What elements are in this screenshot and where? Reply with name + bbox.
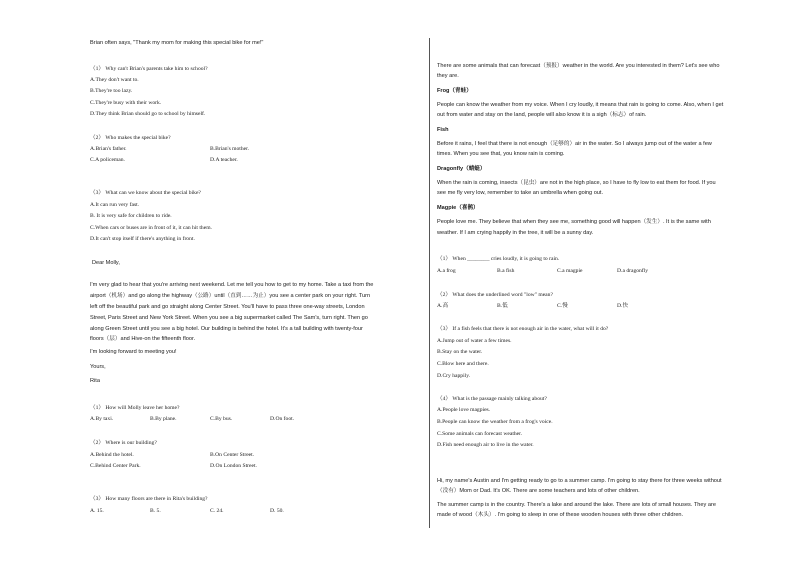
question-stem: （3） If a fish feels that there is not enough air in the water, what will it do? [437,326,609,332]
option-a[interactable]: A.a frog [437,268,456,274]
passage-line: times. When you see that, you know rain is coming. [437,151,565,157]
option-d[interactable]: D.A teacher. [210,157,238,163]
passage-line: Hi, my name's Austin and I'm getting ready to go to a summer camp. I'm going to stay there for three weeks without [437,478,722,484]
option-c[interactable]: C.慢 [557,303,568,309]
passage-line: People can know the weather from my voice. When I cry loudly, it means that rain is going to come. Also, when I get [437,102,724,108]
letter-closing: I'm looking forward to meeting you! [90,349,177,355]
option-b[interactable]: B.Stay on the water. [437,349,483,355]
passage-line: （没有）Mom or Dad. It's OK. There are some teachers and lots of other children. [437,488,640,494]
option-c[interactable]: C.a magpie [557,268,583,274]
option-b[interactable]: B.低 [497,303,508,309]
option-c[interactable]: C. 24. [210,508,224,514]
option-c[interactable]: C.Behind Center Park. [90,463,141,469]
letter-line: airport（机场）and go along the highway（公路）until（直到……为止）you see a center park on your right. Turn [90,293,371,299]
passage-line: Before it rains, I feel that there is not enough（足够的）air in the water. So I always jump out of the water a few [437,141,712,147]
letter-line: I'm very glad to hear that you're arriving next weekend. Let me tell you how to get to my home. Take a taxi from the [90,282,374,288]
passage-line: see me fly very low, remember to take an umbrella when going out. [437,190,604,196]
option-a[interactable]: A.It can run very fast. [90,202,140,208]
option-b[interactable]: B.a fish [497,268,515,274]
section-heading-frog: Frog（青蛙） [437,88,472,94]
option-a[interactable]: A.People love magpies. [437,407,491,413]
passage-line: There are some animals that can forecast（预报）weather in the world. Are you interested in them? Let's see who [437,63,720,69]
option-d[interactable]: D.Fish need enough air to live in the water. [437,442,534,448]
question-stem: （1） When ________ cries loudly, it is going to rain. [437,256,560,262]
letter-line: along Green Street until you see a big hotel. Our building is behind the hotel. It's a tall building with twenty-four [90,326,363,332]
option-b[interactable]: B.They're too lazy. [90,88,133,94]
letter-salutation: Dear Molly, [92,260,120,266]
question-stem: （2） Who makes the special bike? [90,135,171,141]
option-b[interactable]: B. It is very safe for children to ride. [90,213,172,219]
option-d[interactable]: D.On London Street. [210,463,257,469]
option-c[interactable]: C.Blow here and there. [437,361,489,367]
option-b[interactable]: B. 5. [150,508,161,514]
option-c[interactable]: C.They're busy with their work. [90,100,162,106]
question-stem: （1） Why can't Brian's parents take him to school? [90,66,208,72]
option-d[interactable]: D.It can't stop itself if there's anything in front. [90,236,195,242]
option-d[interactable]: D.Cry happily. [437,373,471,379]
letter-line: floors（层）and Hive-on the fifteenth floor. [90,336,196,342]
section-heading-magpie: Magpie（喜鹊） [437,205,479,211]
option-d[interactable]: D.They think Brian should go to school by himself. [90,111,206,117]
question-stem: （3） What can we know about the special bike? [90,190,201,196]
passage-line: weather. If I am crying happily in the tree, it will be a sunny day. [437,230,594,236]
option-d[interactable]: D.a dragonfly [617,268,649,274]
section-heading-fish: Fish [437,127,449,133]
option-b[interactable]: B.Brian's mother. [210,146,250,152]
letter-line: Street, Paris Street and New York Street. When you see a big supermarket called The Sam's, turn right. Then go [90,315,368,321]
letter-line: left off the beautiful park and go straight along Center Street. You'll have to pass three one-way streets, London [90,304,365,310]
question-stem: （1） How will Molly leave her home? [90,405,180,411]
option-a[interactable]: A.Behind the hotel. [90,452,134,458]
option-b[interactable]: B.By plane. [150,416,177,422]
option-a[interactable]: A.高 [437,303,449,309]
option-d[interactable]: D.On foot. [270,416,295,422]
option-a[interactable]: A. 15. [90,508,104,514]
letter-signature: Rita [90,378,100,384]
question-stem: （2） Where is our building? [90,440,157,446]
letter-signoff: Yours, [90,364,106,370]
option-d[interactable]: D. 50. [270,508,284,514]
option-a[interactable]: A.Brian's father. [90,146,127,152]
passage-line: they are. [437,73,459,79]
passage-line: made of wood（木头）. I'm going to sleep in one of these wooden houses with three other children. [437,512,684,518]
section-heading-dragonfly: Dragonfly（蜻蜓） [437,166,486,172]
option-b[interactable]: B.People can know the weather from a frog's voice. [437,419,553,425]
option-c[interactable]: C.By bus. [210,416,233,422]
intro-quote: Brian often says, "Thank my mom for making this special bike for me!" [90,40,264,46]
passage-line: out from water and stay on the land, people will also know it is a sigh（标志）of rain. [437,112,647,118]
passage-line: When the rain is coming, insects（昆虫）are not in the high place, so I have to fly low to eat them for food. If you [437,180,716,186]
question-stem: （2） What does the underlined word "low" mean? [437,292,553,298]
question-stem: （4） What is the passage mainly talking about? [437,396,547,402]
option-d[interactable]: D.快 [617,303,629,309]
option-a[interactable]: A.Jump out of water a few times. [437,338,512,344]
passage-line: The summer camp is in the country. There's a lake and around the lake. There are lots of small houses. They are [437,502,716,508]
option-a[interactable]: A.By taxi. [90,416,114,422]
option-c[interactable]: C.Some animals can forecast weather. [437,431,523,437]
option-a[interactable]: A.They don't want to. [90,77,139,83]
passage-line: People love me. They believe that when they see me, something good will happen（发生）. It is the same with [437,219,711,225]
option-b[interactable]: B.On Center Street. [210,452,255,458]
option-c[interactable]: C.When cars or buses are in front of it, it can hit them. [90,225,212,231]
column-divider [429,38,430,528]
option-c[interactable]: C.A policeman. [90,157,125,163]
question-stem: （3） How many floors are there in Rita's building? [90,496,208,502]
